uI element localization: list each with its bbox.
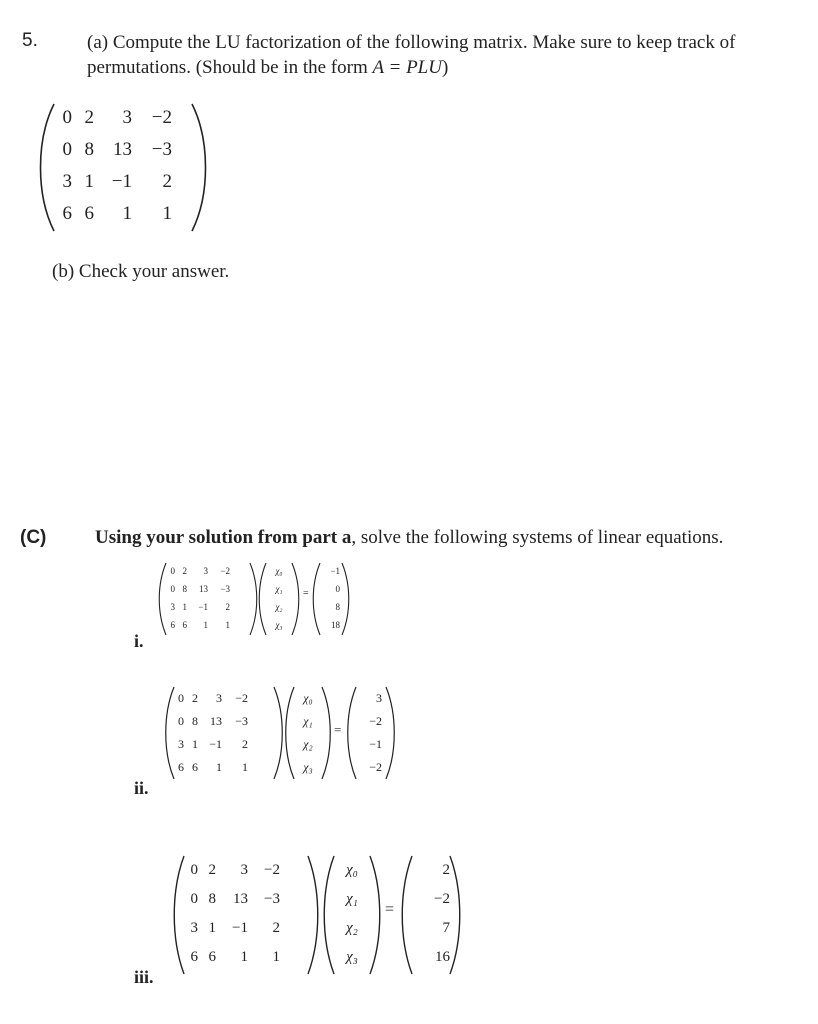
matrix-cell: 2 bbox=[242, 737, 248, 751]
matrix-cell: 6 bbox=[178, 760, 184, 774]
matrix-cell: 3 bbox=[216, 691, 222, 705]
rhs-value: 2 bbox=[442, 862, 450, 878]
matrix-cell: 13 bbox=[233, 891, 248, 907]
matrix-cell: −3 bbox=[264, 891, 280, 907]
matrix-cell: 0 bbox=[190, 891, 198, 907]
matrix-cell: 3 bbox=[178, 737, 184, 751]
matrix-cell: 1 bbox=[162, 203, 172, 224]
matrix-cell: −1 bbox=[232, 920, 248, 936]
part-c-label: (C) bbox=[20, 527, 47, 548]
matrix-cell: −1 bbox=[198, 602, 208, 612]
system-i-unknowns bbox=[266, 564, 292, 636]
unknown: χ₀ bbox=[303, 691, 313, 705]
matrix-cell: 6 bbox=[182, 620, 187, 630]
matrix-cell: 0 bbox=[170, 566, 175, 576]
system-i-rhs bbox=[318, 564, 340, 636]
system-i bbox=[158, 560, 358, 638]
matrix-cell: 0 bbox=[170, 584, 175, 594]
matrix-cell: 1 bbox=[225, 620, 230, 630]
matrix-cell: 1 bbox=[122, 203, 132, 224]
unknown: χ₂ bbox=[346, 920, 358, 936]
rhs-value: 8 bbox=[335, 602, 340, 612]
matrix-cell: −2 bbox=[151, 107, 172, 128]
matrix-cell: 6 bbox=[190, 949, 198, 965]
matrix-cell: 1 bbox=[84, 171, 94, 192]
matrix-cell: 2 bbox=[225, 602, 230, 612]
rhs-value: −2 bbox=[434, 891, 450, 907]
equals-sign: = bbox=[303, 588, 309, 599]
matrix-cell: 2 bbox=[162, 171, 172, 192]
matrix-cell: 6 bbox=[170, 620, 175, 630]
matrix-a-cells bbox=[52, 106, 172, 234]
matrix-cell: 8 bbox=[192, 714, 198, 728]
matrix-cell: −1 bbox=[209, 737, 222, 751]
matrix-cell: −1 bbox=[111, 171, 132, 192]
matrix-cell: 0 bbox=[178, 691, 184, 705]
system-iii-label: iii. bbox=[134, 967, 154, 987]
matrix-cell: 1 bbox=[242, 760, 248, 774]
matrix-cell: 3 bbox=[62, 171, 72, 192]
matrix-cell: 13 bbox=[199, 584, 208, 594]
matrix-cell: −2 bbox=[235, 691, 248, 705]
matrix-cell: 3 bbox=[122, 107, 132, 128]
unknown: χ₁ bbox=[275, 584, 283, 594]
unknown: χ₀ bbox=[346, 862, 358, 878]
part-a-line2-prefix: permutations. (Should be in the form bbox=[87, 57, 373, 78]
part-c-text bbox=[95, 527, 723, 549]
rhs-value: 3 bbox=[376, 691, 382, 705]
matrix-cell: −3 bbox=[220, 584, 230, 594]
system-ii bbox=[164, 684, 404, 782]
matrix-cell: 1 bbox=[272, 949, 280, 965]
equals-sign: = bbox=[385, 901, 395, 918]
matrix-cell: 1 bbox=[208, 920, 216, 936]
matrix-cell: −3 bbox=[151, 139, 172, 160]
matrix-cell: 2 bbox=[272, 920, 280, 936]
matrix-cell: 1 bbox=[182, 602, 187, 612]
rhs-value: 16 bbox=[435, 949, 450, 965]
part-a-text bbox=[87, 30, 807, 80]
matrix-cell: 3 bbox=[203, 566, 208, 576]
matrix-cell: −2 bbox=[220, 566, 230, 576]
question-number: 5. bbox=[22, 30, 38, 51]
matrix-cell: 1 bbox=[240, 949, 248, 965]
matrix-cell: 0 bbox=[190, 862, 198, 878]
system-i-label: i. bbox=[134, 631, 144, 651]
matrix-cell: 2 bbox=[182, 566, 187, 576]
matrix-cell: 0 bbox=[62, 139, 72, 160]
matrix-cell: 13 bbox=[113, 139, 132, 160]
matrix-cell: 3 bbox=[240, 862, 248, 878]
part-a-line2 bbox=[87, 55, 807, 80]
matrix-cell: 1 bbox=[192, 737, 198, 751]
unknown: χ₃ bbox=[346, 949, 358, 965]
rhs-value: 18 bbox=[331, 620, 340, 630]
system-i-matrix bbox=[165, 564, 230, 636]
matrix-cell: 2 bbox=[192, 691, 198, 705]
unknown: χ₂ bbox=[303, 737, 313, 751]
matrix-cell: 2 bbox=[208, 862, 216, 878]
matrix-cell: 0 bbox=[178, 714, 184, 728]
unknown: χ₁ bbox=[346, 891, 358, 907]
matrix-cell: −3 bbox=[235, 714, 248, 728]
system-iii-rhs bbox=[412, 859, 450, 975]
matrix-cell: 1 bbox=[203, 620, 208, 630]
system-iii-matrix bbox=[182, 859, 280, 975]
rhs-value: 0 bbox=[335, 584, 340, 594]
matrix-cell: 0 bbox=[62, 107, 72, 128]
unknown: χ₂ bbox=[275, 602, 283, 612]
matrix-cell: 6 bbox=[84, 203, 94, 224]
matrix-a bbox=[38, 100, 208, 235]
rhs-value: −2 bbox=[369, 760, 382, 774]
matrix-cell: 6 bbox=[62, 203, 72, 224]
rhs-value: −1 bbox=[369, 737, 382, 751]
matrix-cell: 8 bbox=[84, 139, 94, 160]
equals-sign: = bbox=[334, 722, 342, 737]
unknown: χ₀ bbox=[275, 566, 283, 576]
unknown: χ₁ bbox=[303, 714, 313, 728]
system-ii-unknowns bbox=[294, 689, 322, 781]
rhs-value: 7 bbox=[442, 920, 450, 936]
plu-formula: A = PLU bbox=[372, 57, 442, 78]
matrix-cell: 2 bbox=[84, 107, 94, 128]
system-iii bbox=[172, 853, 470, 977]
matrix-cell: 6 bbox=[208, 949, 216, 965]
matrix-cell: 6 bbox=[192, 760, 198, 774]
system-ii-matrix bbox=[172, 689, 248, 781]
rhs-value: −1 bbox=[330, 566, 340, 576]
unknown: χ₃ bbox=[275, 620, 283, 630]
matrix-cell: 8 bbox=[182, 584, 187, 594]
matrix-cell: 8 bbox=[208, 891, 216, 907]
matrix-cell: −2 bbox=[264, 862, 280, 878]
system-iii-unknowns bbox=[334, 859, 370, 975]
part-c-rest: , solve the following systems of linear equations. bbox=[351, 527, 724, 548]
part-a-line2-suffix: ) bbox=[441, 57, 449, 78]
system-ii-label: ii. bbox=[134, 778, 149, 798]
matrix-cell: 3 bbox=[190, 920, 198, 936]
matrix-cell: 3 bbox=[170, 602, 175, 612]
system-ii-rhs bbox=[354, 689, 382, 781]
unknown: χ₃ bbox=[303, 760, 313, 774]
part-b-text: (b) Check your answer. bbox=[52, 261, 230, 282]
rhs-value: −2 bbox=[369, 714, 382, 728]
part-c-bold: Using your solution from part a bbox=[95, 527, 352, 548]
matrix-cell: 13 bbox=[210, 714, 222, 728]
part-a-line1: (a) Compute the LU factorization of the following matrix. Make sure to keep track of bbox=[87, 32, 736, 53]
matrix-cell: 1 bbox=[216, 760, 222, 774]
